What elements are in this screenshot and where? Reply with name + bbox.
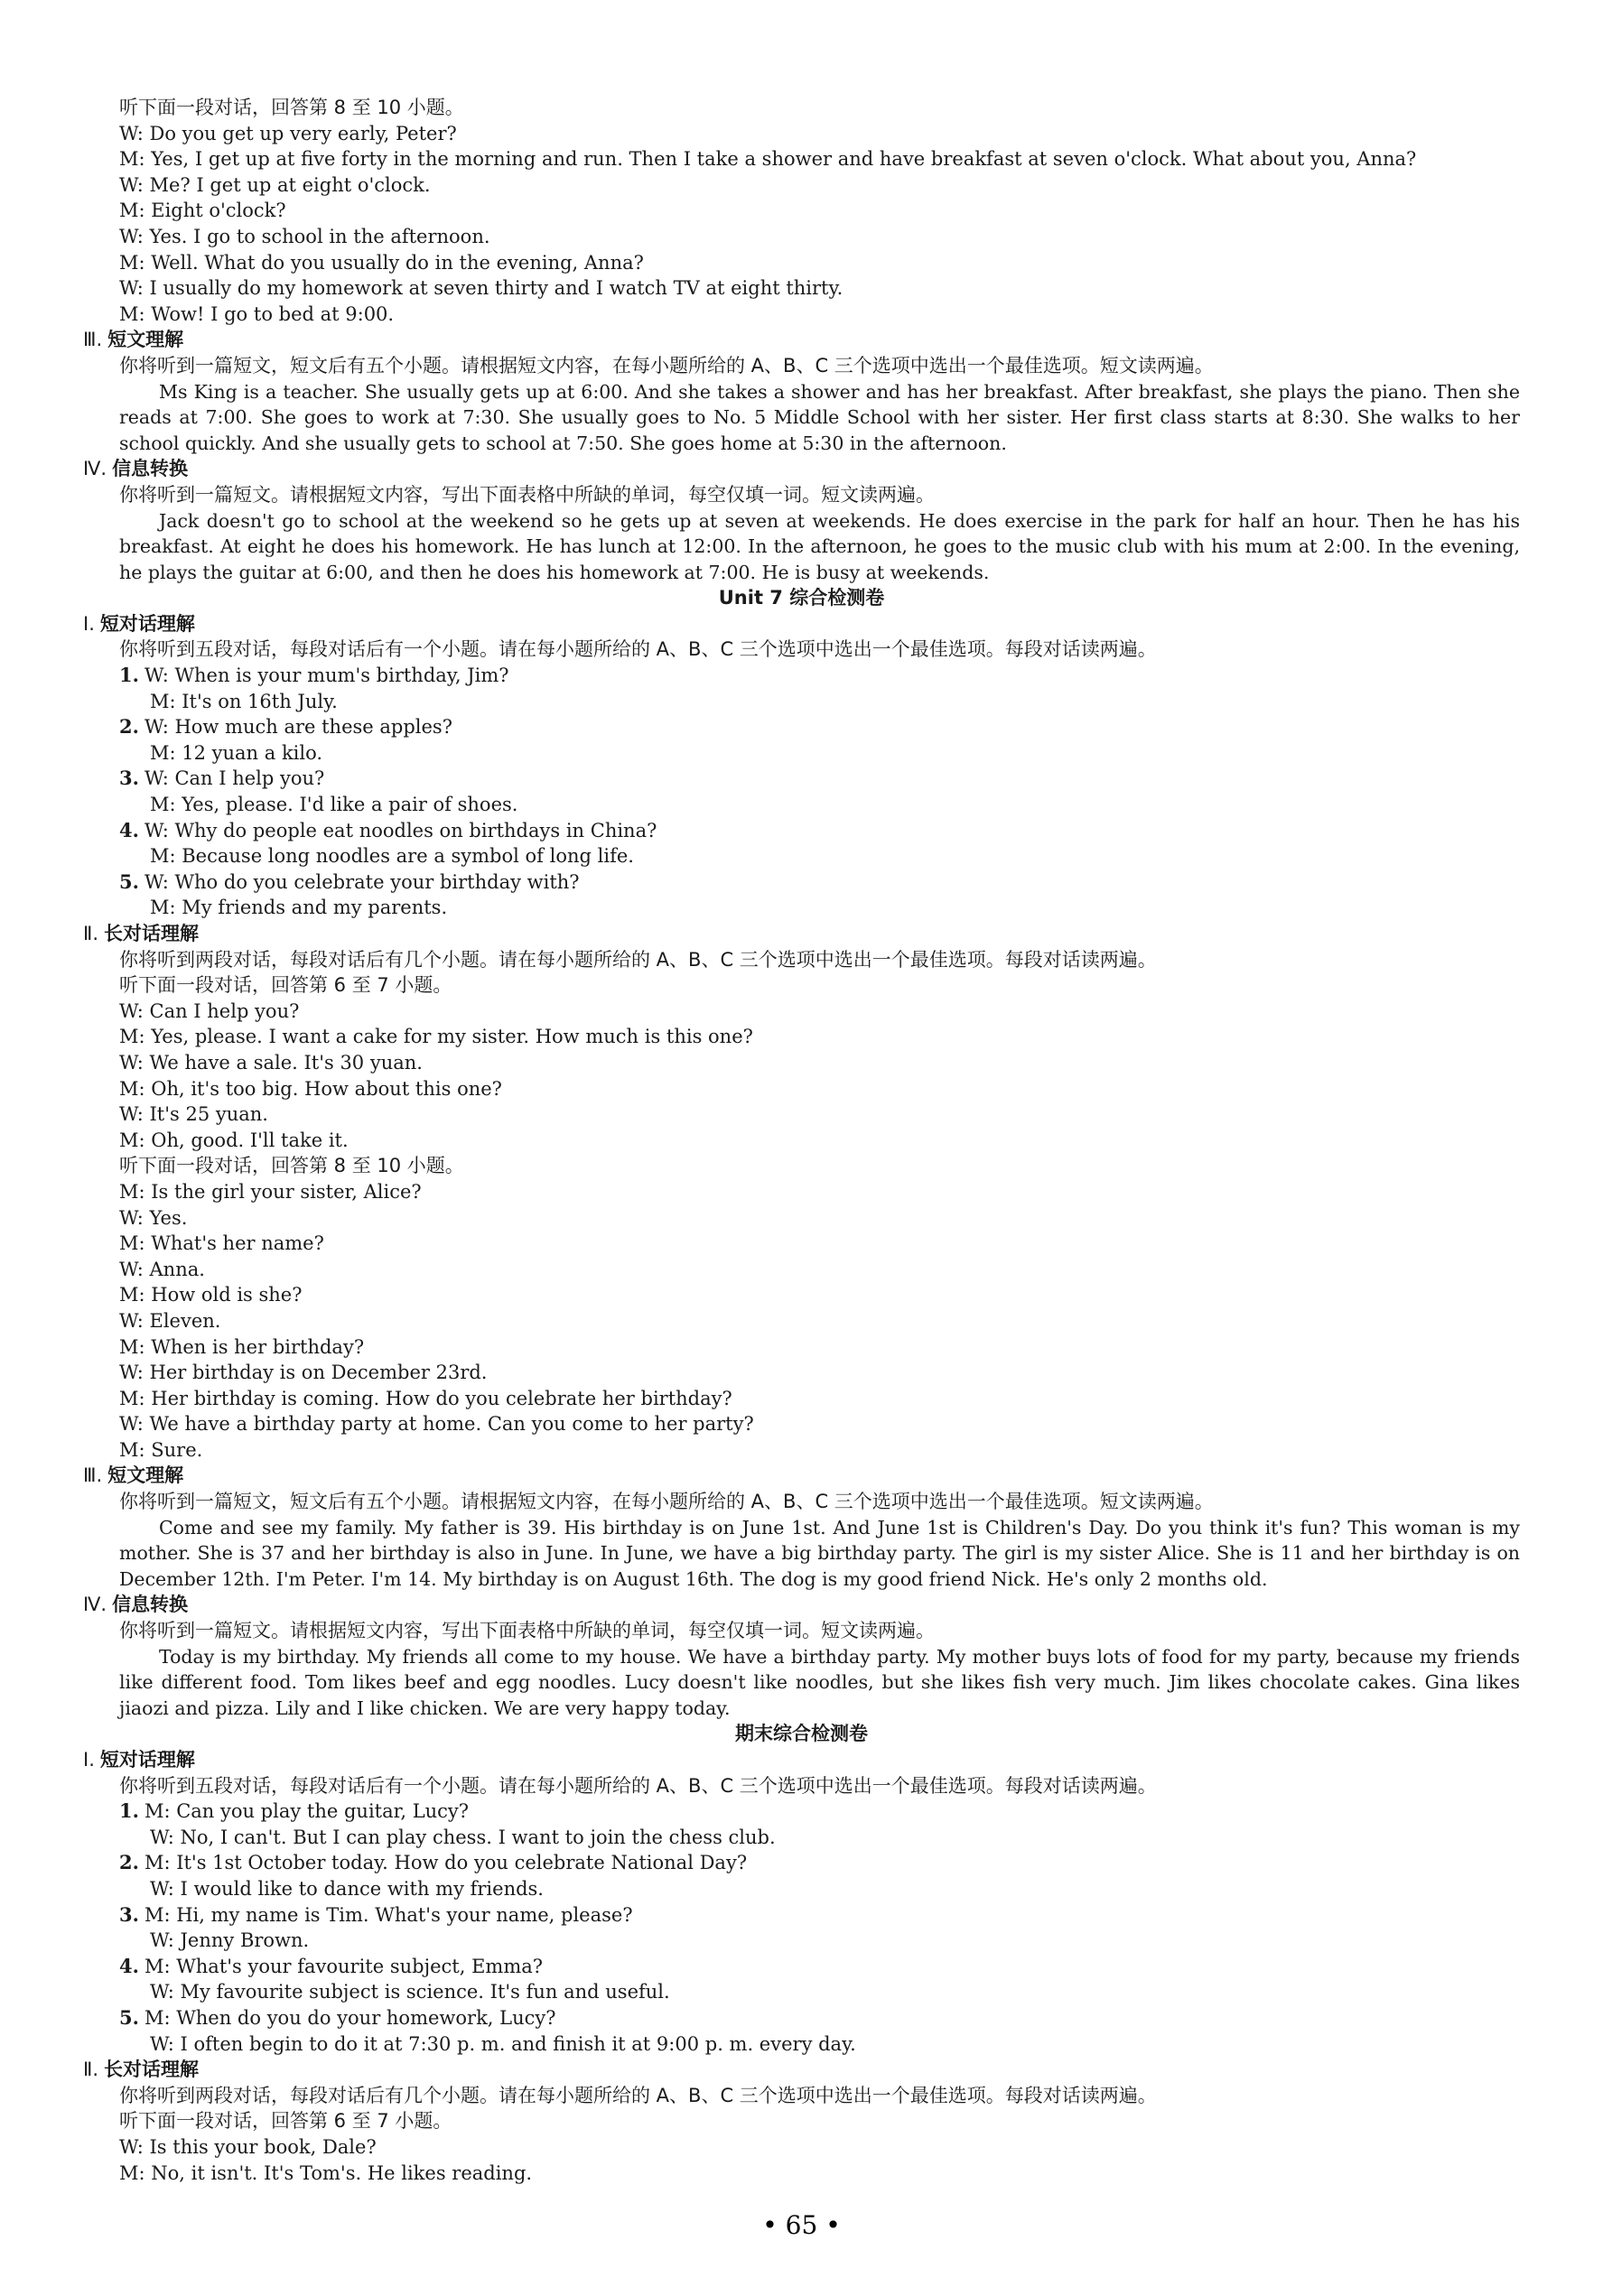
dialog-line: M: Can you play the guitar, Lucy? (144, 1800, 470, 1823)
section-title: 短对话理解 (99, 612, 195, 635)
section-title: 短对话理解 (99, 1749, 195, 1771)
section-heading (83, 1747, 1520, 1773)
dialog-line: W: It's 25 yuan. (119, 1103, 268, 1126)
section-title: 短文理解 (107, 329, 184, 351)
section-instruction: 你将听到一篇短文，短文后有五个小题。请根据短文内容，在每小题所给的 A、B、C 三个选项中选出一个最佳选项。短文读两遍。 (119, 354, 1214, 376)
dialog-line: W: No, I can't. But I can play chess. I want to join the chess club. (150, 1826, 776, 1848)
dialog-line: W: I often begin to do it at 7:30 p. m. and finish it at 9:00 p. m. every day. (150, 2032, 856, 2055)
dialog-line: M: Sure. (119, 1438, 203, 1461)
dialog-line: W: We have a birthday party at home. Can you come to her party? (119, 1413, 754, 1436)
dialog-line: W: I would like to dance with my friends. (150, 1877, 544, 1900)
dialog-line: W: Can I help you? (144, 767, 325, 790)
section-instruction: 你将听到两段对话，每段对话后有几个小题。请在每小题所给的 A、B、C 三个选项中选出一个最佳选项。每段对话读两遍。 (119, 2084, 1157, 2106)
dialog-line: M: Yes, please. I'd like a pair of shoes. (150, 794, 518, 816)
dialog-line: M: Her birthday is coming. How do you celebrate her birthday? (119, 1387, 732, 1409)
dialog-line: W: Do you get up very early, Peter? (119, 122, 457, 144)
question-number: 2. (119, 1851, 139, 1874)
dialog-line: M: Is the girl your sister, Alice? (119, 1180, 422, 1203)
dialog-line: W: When is your mum's birthday, Jim? (144, 665, 509, 687)
section-title: 长对话理解 (104, 923, 200, 944)
section-instruction: 你将听到一篇短文。请根据短文内容，写出下面表格中所缺的单词，每空仅填一词。短文读两遍。 (119, 483, 935, 506)
section-number: Ⅲ. (83, 1464, 103, 1487)
unit-title: Unit 7 综合检测卷 (718, 587, 885, 609)
dialog-line: M: Eight o'clock? (119, 200, 286, 222)
dialog-line: M: What's her name? (119, 1232, 324, 1255)
dialog-intro: 听下面一段对话，回答第 8 至 10 小题。 (119, 97, 464, 118)
dialog-line: W: How much are these apples? (144, 716, 452, 739)
question-number: 5. (119, 2005, 139, 2029)
passage (83, 1644, 1520, 1722)
dialog-line: W: Yes. (119, 1206, 188, 1229)
passage (83, 379, 1520, 457)
question-number: 4. (119, 1954, 139, 1977)
section-instruction: 你将听到两段对话，每段对话后有几个小题。请在每小题所给的 A、B、C 三个选项中选出一个最佳选项。每段对话读两遍。 (119, 948, 1157, 971)
section-number: Ⅱ. (83, 2059, 99, 2081)
dialog-intro: 听下面一段对话，回答第 8 至 10 小题。 (119, 1155, 464, 1177)
dialog-line: W: Jenny Brown. (150, 1929, 310, 1952)
section-heading (83, 456, 1520, 482)
question-line (83, 869, 1520, 896)
passage (83, 1515, 1520, 1593)
question-number: 2. (119, 715, 139, 739)
dialog-line: W: Why do people eat noodles on birthdays in China? (144, 819, 657, 841)
dialog-line: M: What's your favourite subject, Emma? (144, 1955, 544, 1977)
passage (83, 508, 1520, 586)
section-title: 长对话理解 (104, 2059, 200, 2081)
section-number: Ⅱ. (83, 923, 99, 944)
section-number: Ⅰ. (83, 612, 95, 635)
dialog-line: W: Eleven. (119, 1309, 221, 1332)
section-heading (83, 921, 1520, 947)
dialog-intro: 听下面一段对话，回答第 6 至 7 小题。 (119, 2110, 452, 2133)
dialog-line: M: No, it isn't. It's Tom's. He likes reading. (119, 2161, 533, 2184)
passage-text: Jack doesn't go to school at the weekend so he gets up at seven at weekends. He does exercise in the park for half an hour. Then he has his breakfast. At eight he does his homework. He has lunch at 12:00. In the afternoon, he goes to the music club with his mum at 2:00. In the evening, he plays the guitar at 6:00, and then he does his homework at 7:00. He is busy at weekends. (119, 509, 1520, 583)
passage-text: Today is my birthday. My friends all come to my house. We have a birthday party. My mother buys lots of food for my party, because my friends like different food. Tom likes beef and egg noodles. Lucy doesn't like noodles, but she likes fish very much. Jim likes chocolate cakes. Gina likes jiaozi and pizza. Lily and I like chicken. We are very happy today. (119, 1645, 1520, 1719)
page-number: • 65 • (762, 2210, 841, 2240)
question-number: 3. (119, 1902, 139, 1926)
question-line (83, 714, 1520, 740)
section-number: Ⅳ. (83, 458, 107, 480)
section-number: Ⅳ. (83, 1594, 107, 1616)
section-title: 短文理解 (107, 1464, 184, 1487)
question-line (83, 2005, 1520, 2031)
question-line (83, 1850, 1520, 1876)
dialog-line: M: Yes, please. I want a cake for my sister. How much is this one? (119, 1026, 753, 1048)
dialog-line: M: Because long noodles are a symbol of long life. (150, 845, 634, 868)
question-number: 3. (119, 767, 139, 790)
dialog-line: W: Is this your book, Dale? (119, 2135, 377, 2158)
dialog-line: W: We have a sale. It's 30 yuan. (119, 1051, 423, 1074)
passage-text: Come and see my family. My father is 39. His birthday is on June 1st. And June 1st is Children's Day. Do you think it's fun? This woman is my mother. She is 37 and her birthday is also in June. In June, we have a big birthday party. The girl is my sister Alice. She is 11 and her birthday is on December 12th. I'm Peter. I'm 14. My birthday is on August 16th. The dog is my good friend Nick. He's only 2 months old. (119, 1516, 1520, 1590)
question-line (83, 663, 1520, 689)
dialog-line: M: My friends and my parents. (150, 897, 448, 919)
section-instruction: 你将听到一篇短文。请根据短文内容，写出下面表格中所缺的单词，每空仅填一词。短文读两遍。 (119, 1620, 935, 1642)
dialog-line: M: Well. What do you usually do in the evening, Anna? (119, 251, 644, 274)
question-line (83, 818, 1520, 844)
dialog-line: M: Yes, I get up at five forty in the morning and run. Then I take a shower and have breakfast at seven o'clock. What about you, Anna? (119, 148, 1417, 171)
section-title: 信息转换 (112, 458, 189, 480)
dialog-line: M: It's 1st October today. How do you celebrate National Day? (144, 1852, 748, 1874)
dialog-line: M: Wow! I go to bed at 9:00. (119, 302, 395, 325)
passage-text: Ms King is a teacher. She usually gets up at 6:00. And she takes a shower and has her breakfast. After breakfast, she plays the piano. Then she reads at 7:00. She goes to work at 7:30. She usually goes to No. 5 Middle School with her sister. Her first class starts at 8:30. She walks to her school quickly. And she usually gets to school at 7:50. She goes home at 5:30 in the afternoon. (119, 380, 1520, 454)
dialog-line: W: I usually do my homework at seven thirty and I watch TV at eight thirty. (119, 277, 843, 300)
dialog-line: M: Hi, my name is Tim. What's your name, please? (144, 1903, 633, 1926)
question-number: 5. (119, 869, 139, 893)
section-heading (83, 1592, 1520, 1618)
dialog-line: W: Anna. (119, 1258, 205, 1280)
section-instruction: 你将听到一篇短文，短文后有五个小题。请根据短文内容，在每小题所给的 A、B、C 三个选项中选出一个最佳选项。短文读两遍。 (119, 1491, 1214, 1513)
question-line (83, 766, 1520, 792)
section-number: Ⅰ. (83, 1749, 95, 1771)
section-number: Ⅲ. (83, 329, 103, 351)
unit-title: 期末综合检测卷 (735, 1723, 868, 1745)
dialog-line: M: When do you do your homework, Lucy? (144, 2006, 556, 2029)
question-line (83, 1954, 1520, 1980)
section-heading (83, 2057, 1520, 2083)
section-instruction: 你将听到五段对话，每段对话后有一个小题。请在每小题所给的 A、B、C 三个选项中选出一个最佳选项。每段对话读两遍。 (119, 638, 1157, 661)
dialog-line: M: It's on 16th July. (150, 690, 338, 712)
question-line (83, 1902, 1520, 1929)
dialog-line: M: Oh, good. I'll take it. (119, 1129, 349, 1151)
question-line (83, 1799, 1520, 1825)
dialog-line: W: Yes. I go to school in the afternoon. (119, 225, 490, 247)
dialog-line: W: Who do you celebrate your birthday with? (144, 870, 580, 893)
section-heading (83, 1463, 1520, 1489)
section-title: 信息转换 (112, 1594, 189, 1616)
section-instruction: 你将听到五段对话，每段对话后有一个小题。请在每小题所给的 A、B、C 三个选项中选出一个最佳选项。每段对话读两遍。 (119, 1774, 1157, 1797)
dialog-line: M: When is her birthday? (119, 1335, 365, 1358)
question-number: 1. (119, 1799, 139, 1823)
dialog-line: W: My favourite subject is science. It's fun and useful. (150, 1981, 670, 2003)
dialog-line: W: Her birthday is on December 23rd. (119, 1362, 488, 1384)
question-number: 4. (119, 818, 139, 841)
question-number: 1. (119, 664, 139, 687)
section-heading (83, 611, 1520, 637)
dialog-line: W: Me? I get up at eight o'clock. (119, 173, 431, 196)
dialog-line: W: Can I help you? (119, 999, 300, 1022)
dialog-line: M: How old is she? (119, 1284, 303, 1306)
dialog-line: M: 12 yuan a kilo. (150, 741, 323, 764)
dialog-intro: 听下面一段对话，回答第 6 至 7 小题。 (119, 974, 452, 997)
section-heading (83, 327, 1520, 353)
dialog-line: M: Oh, it's too big. How about this one? (119, 1077, 502, 1100)
